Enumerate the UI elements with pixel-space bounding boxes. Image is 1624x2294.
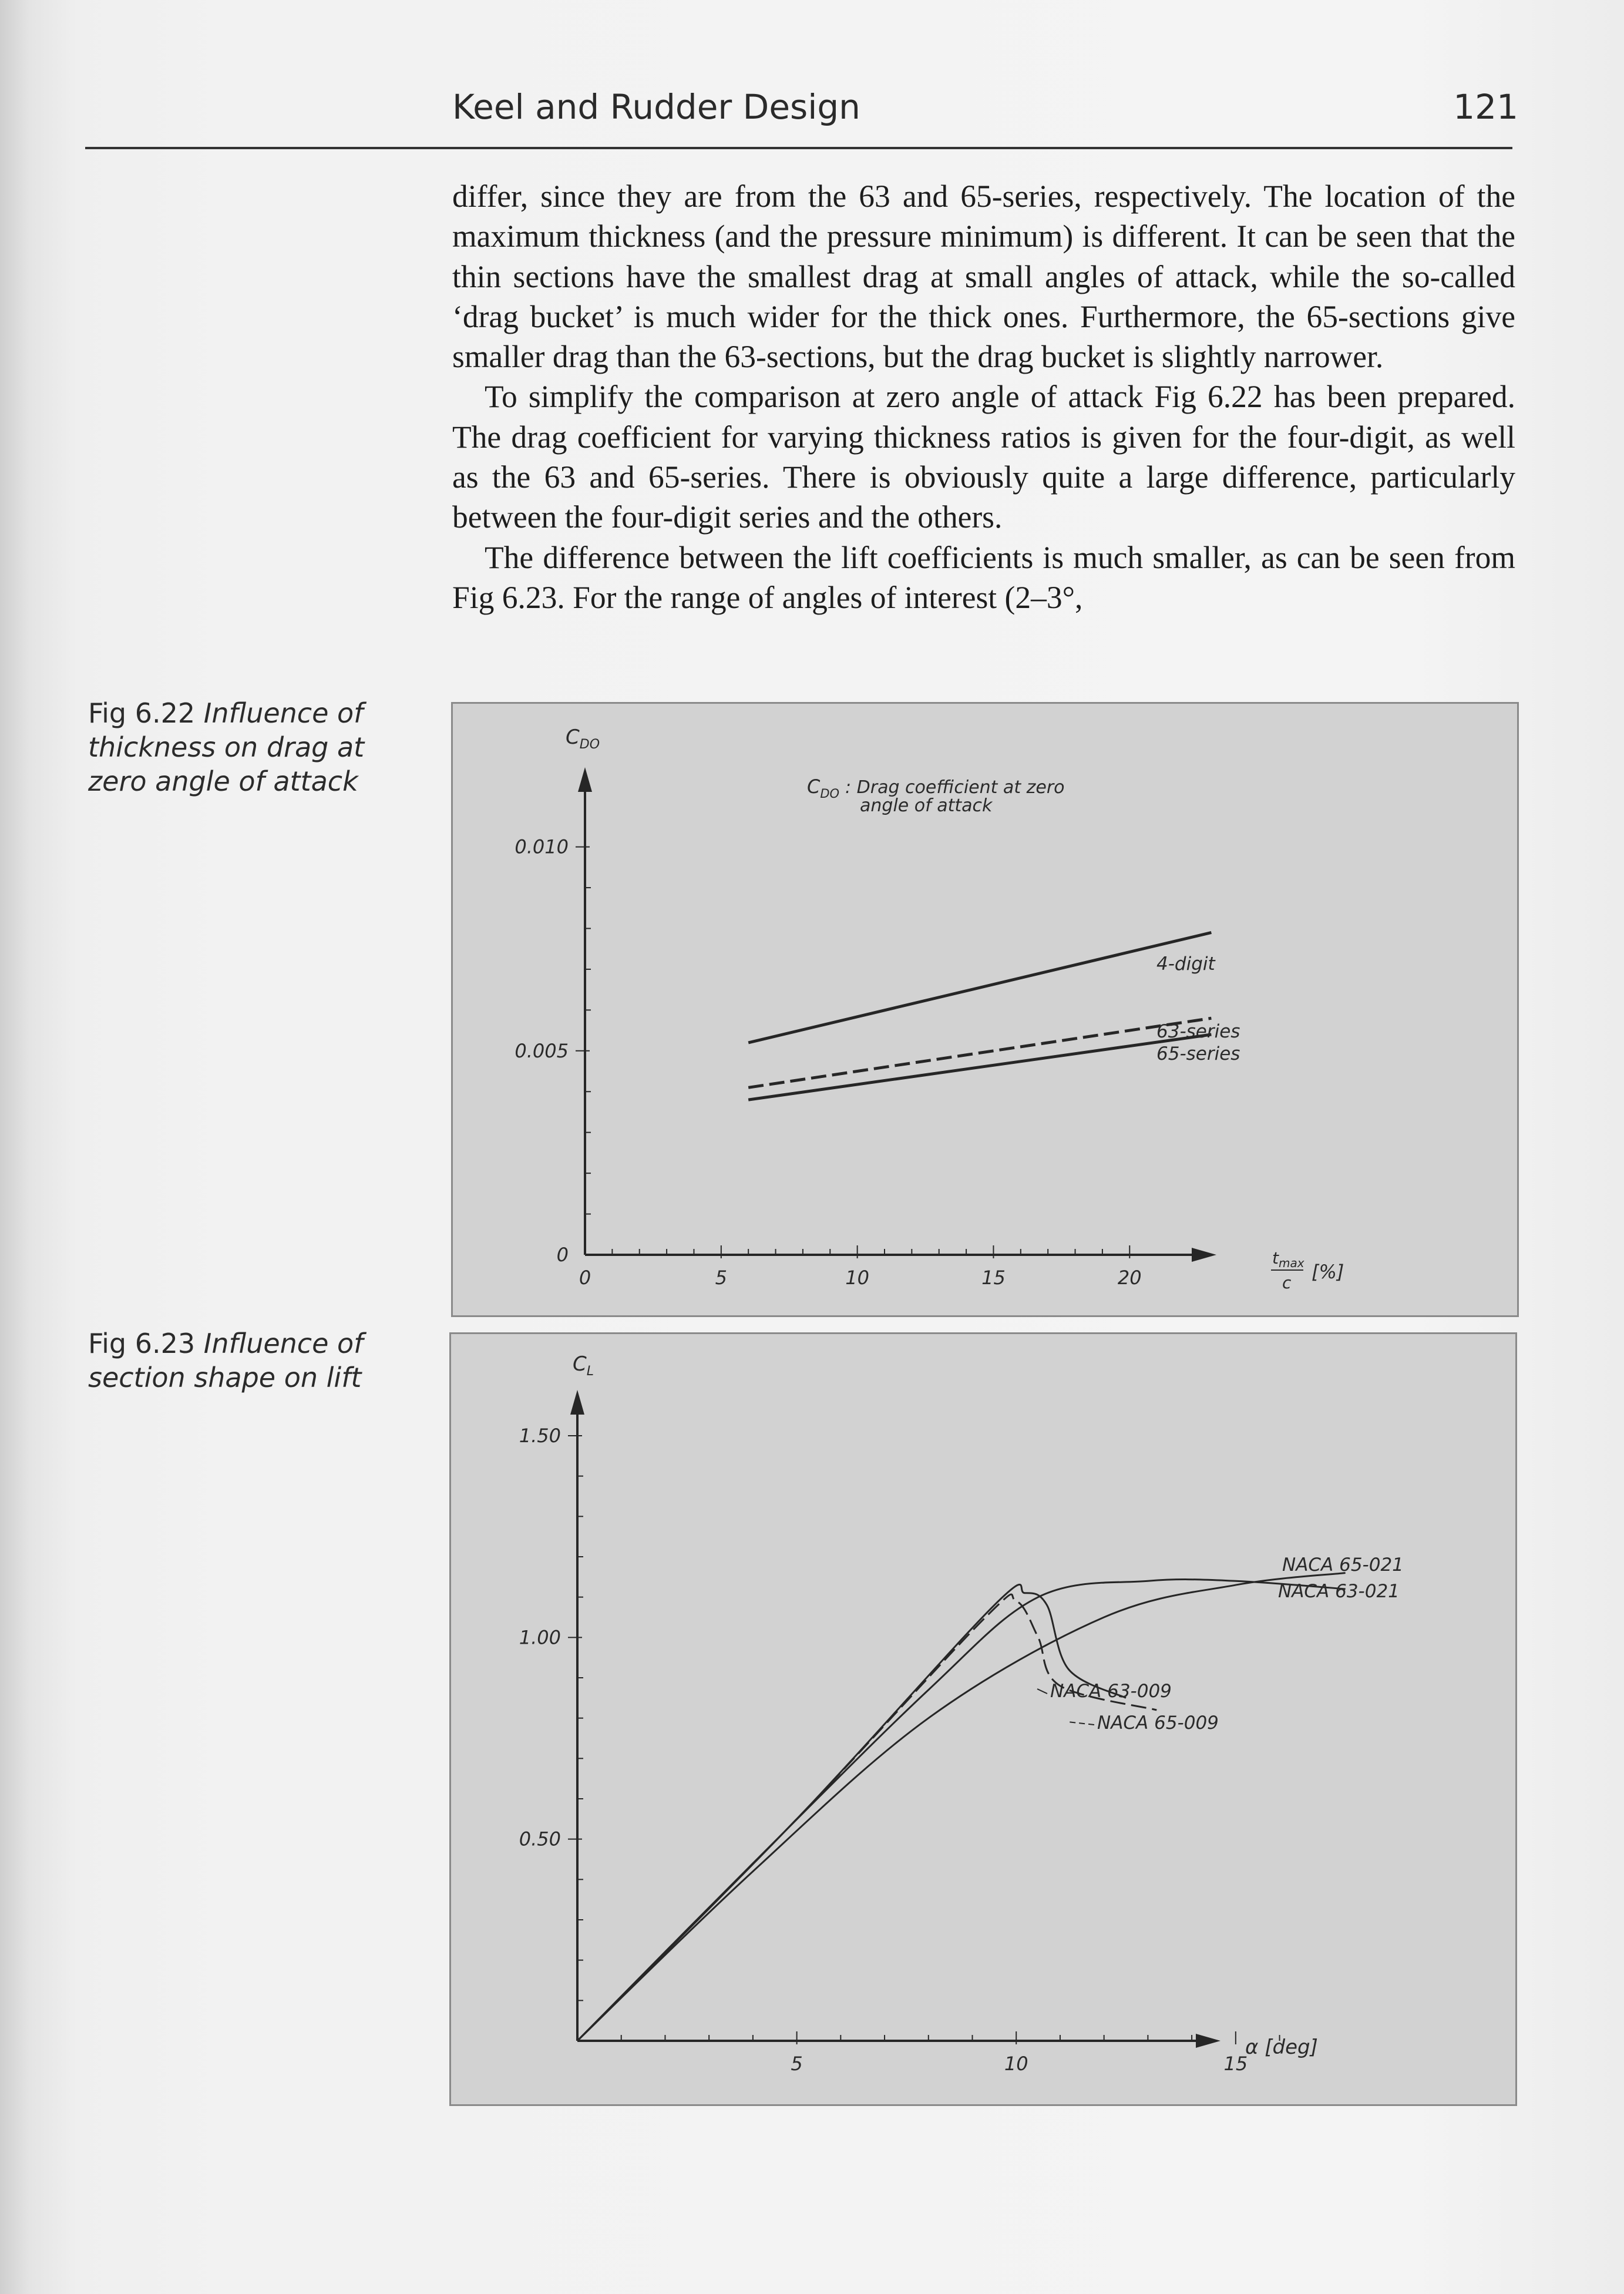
x-axis-label-numerator [1272,1248,1304,1270]
paragraph: To simplify the comparison at zero angle of attack Fig 6.22 has been prepared. The drag coefficient for varying thickness ratios is given for the four-digit, as well as the 63 and 65-series. There is obviously quite a large difference, particularly between the four-digit series and the others. [452,379,1515,535]
x-tick-label: 5 [715,1267,727,1289]
chart-element: C [807,775,821,798]
figure-caption-text: Influence of thickness on drag at zero angle of attack [88,697,365,797]
y-tick-label: 0.50 [519,1828,561,1850]
paragraph: differ, since they are from the 63 and 65-series, respectively. The location of the maximum thickness (and the pressure minimum) is different. It can be seen that the thin sections have the smallest drag at small angles of attack, while the so-called ‘drag bucket’ is much wider for the thick ones. Furthermore, the 65-sections give smaller drag than the 63-sections, but the drag bucket is slightly narrower. [452,179,1515,375]
x-axis-arrow [1192,1248,1216,1262]
chart-element: t [1272,1248,1279,1268]
y-axis-arrow [570,1390,584,1415]
x-axis-arrow [1196,2034,1220,2048]
figure-6-23-frame [449,1332,1517,2106]
series-label: NACA 63-009 [1050,1681,1172,1702]
x-tick-label: 0 [579,1267,591,1289]
series-line-naca-63-009 [577,1584,1126,2041]
y-tick-label: 0 [556,1244,569,1266]
series-line-65-series [748,1035,1211,1100]
figure-6-22-frame [451,702,1519,1317]
series-label: 4-digit [1156,953,1215,975]
y-axis-arrow [578,767,592,792]
series-line-63-series [748,1018,1211,1087]
chart-element: DO [579,737,600,752]
x-axis-unit: [%] [1312,1261,1344,1283]
series-label: NACA 65-009 [1097,1712,1219,1734]
chart-element: C [566,726,580,749]
x-tick-label: 10 [845,1267,869,1289]
figure-caption-text: Influence of section shape on lift [88,1328,364,1393]
lift-chart [451,1334,1519,2108]
figure-number: Fig 6.22 [88,697,196,729]
chart-element: DO [820,787,840,801]
chart-element: max [1278,1256,1304,1270]
x-tick-label: 5 [791,2053,803,2075]
page-number: 121 [1453,87,1518,127]
x-tick-label: 10 [1004,2053,1028,2075]
body-text [452,176,1515,617]
annotation-line-2: angle of attack [860,795,993,816]
chart-element [515,767,1216,1289]
series-label-leader [1037,1689,1047,1694]
x-tick-label: 20 [1117,1267,1142,1289]
drag-chart [453,704,1521,1319]
series-line-naca-65-009 [577,1594,1156,2041]
chart-element: L [586,1364,594,1379]
y-axis-label [573,1352,594,1379]
x-axis-label: α [deg] [1245,2036,1318,2059]
y-tick-label: 1.00 [519,1626,561,1649]
chart-element [577,1554,1404,2041]
figure-number: Fig 6.23 [88,1328,196,1359]
annotation-symbol [807,775,839,801]
x-tick-label: 15 [1223,2053,1248,2075]
figure-caption-6-23 [88,1326,417,1395]
chart-element: C [573,1352,587,1376]
figure-caption-6-22 [88,696,417,798]
y-axis-label [566,726,600,752]
series-label: NACA 65-021 [1282,1554,1404,1576]
header-rule [85,147,1512,149]
paragraph: The difference between the lift coefficients is much smaller, as can be seen from Fig 6.23. For the range of angles of interest (2–3°, [452,539,1515,615]
running-title: Keel and Rudder Design [452,87,860,127]
chart-element [748,932,1240,1100]
y-tick-label: 1.50 [519,1425,561,1447]
series-label: 63-series [1156,1021,1240,1042]
series-label: NACA 63-021 [1278,1581,1400,1602]
x-axis-label-denominator: c [1282,1273,1292,1292]
series-label: 65-series [1156,1043,1240,1064]
y-tick-label: 0.010 [515,835,569,858]
y-tick-label: 0.005 [515,1039,569,1062]
annotation-line-1: : Drag coefficient at zero [845,777,1065,798]
x-tick-label: 15 [981,1267,1006,1289]
series-line-4-digit [748,932,1211,1042]
series-label-leader [1068,1722,1094,1725]
series-line-naca-63-021 [577,1580,1346,2041]
